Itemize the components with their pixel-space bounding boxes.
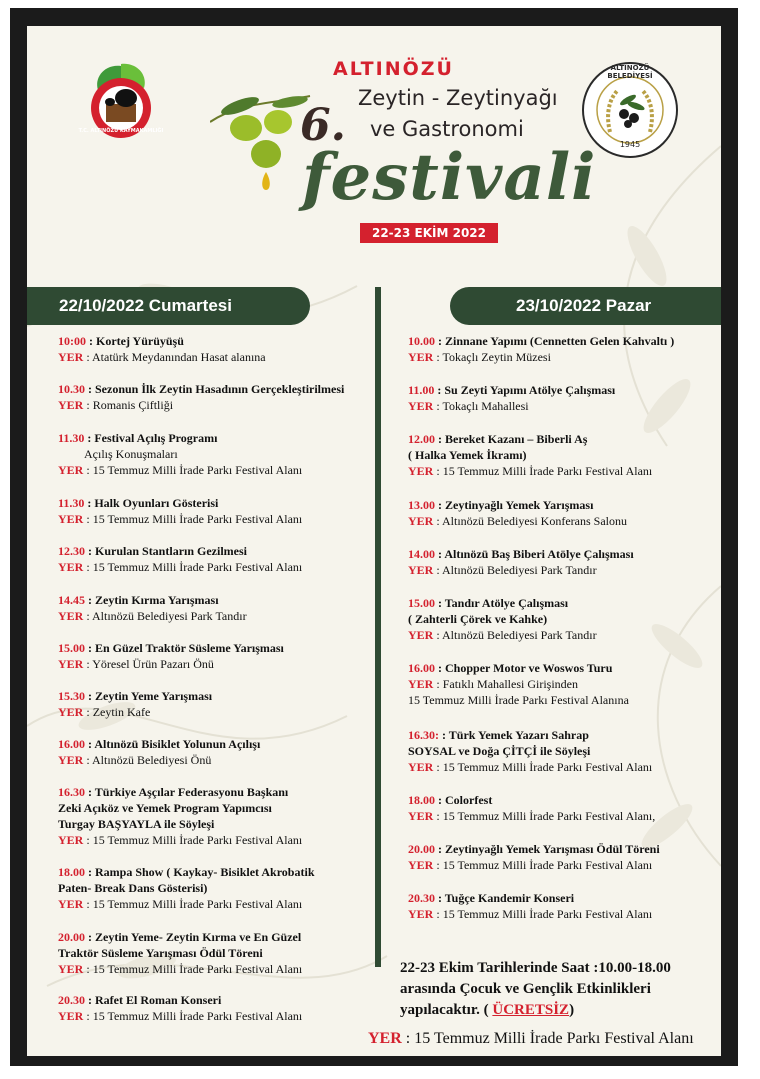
event-time: 14.00: [408, 547, 435, 561]
event-place-prefix: YER: [408, 809, 434, 823]
event-time: 16.00: [408, 661, 435, 675]
event-place: Altınözü Belediyesi Park Tandır: [442, 628, 597, 642]
event-place: 15 Temmuz Milli İrade Parkı Festival Alanı: [442, 858, 653, 872]
event-name-line: SOYSAL ve Doğa ÇİTÇİ ile Söyleşi: [408, 744, 591, 758]
event-name: : Colorfest: [435, 793, 493, 807]
event-time: 18.00: [58, 865, 85, 879]
event-name: : Su Zeyti Yapımı Atölye Çalışması: [434, 383, 616, 397]
event-place-prefix: YER: [58, 833, 84, 847]
schedule-item: 14.45 : Zeytin Kırma Yarışması YER : Altınözü Belediyesi Park Tandır: [58, 593, 247, 623]
event-place-prefix: YER: [58, 463, 84, 477]
schedule-item: 20.30 : Rafet El Roman Konseri YER : 15 Temmuz Milli İrade Parkı Festival Alanı: [58, 993, 303, 1023]
schedule-item: 11.30 : Halk Oyunları Gösterisi YER : 15 Temmuz Milli İrade Parkı Festival Alanı: [58, 496, 303, 526]
event-name: : Altınözü Baş Biberi Atölye Çalışması: [435, 547, 634, 561]
event-place-prefix: YER: [58, 398, 84, 412]
event-name: : Zinnane Yapımı (Cennetten Gelen Kahvaltı ): [435, 334, 675, 348]
event-place: 15 Temmuz Milli İrade Parkı Festival Alanı,: [442, 809, 656, 823]
event-place-prefix: YER: [58, 657, 84, 671]
event-time: 10.00: [408, 334, 435, 348]
event-place-prefix: YER: [408, 563, 434, 577]
note-line-3: [400, 1000, 671, 1021]
event-name: : Tuğçe Kandemir Konseri: [435, 891, 575, 905]
event-place-line-2: 15 Temmuz Milli İrade Parkı Festival Alanına: [408, 693, 629, 707]
schedule-item: 20.00 : Zeytin Yeme- Zeytin Kırma ve En Güzel Traktör Süsleme Yarışması Ödül Töreni YER : 15 Temmuz Milli İrade Parkı Festival Alanı: [58, 930, 303, 976]
event-name: : Zeytin Yeme- Zeytin Kırma ve En Güzel: [85, 930, 302, 944]
event-place: 15 Temmuz Milli İrade Parkı Festival Alanı: [92, 560, 303, 574]
event-place: Altınözü Belediyesi Park Tandır: [442, 563, 597, 577]
column-divider: [375, 287, 381, 967]
event-place: Yöresel Ürün Pazarı Önü: [92, 657, 214, 671]
event-place-prefix: YER: [408, 399, 434, 413]
event-place-prefix: YER: [408, 677, 434, 691]
event-name: : Rafet El Roman Konseri: [85, 993, 222, 1007]
event-name: : Kortej Yürüyüşü: [86, 334, 184, 348]
event-place-prefix: YER: [408, 628, 434, 642]
event-name: : Zeytin Kırma Yarışması: [85, 593, 219, 607]
event-name: : Zeytin Yeme Yarışması: [85, 689, 213, 703]
day1-heading: 22/10/2022 Cumartesi: [27, 287, 310, 325]
event-place-prefix: YER: [58, 350, 84, 364]
event-place: 15 Temmuz Milli İrade Parkı Festival Alanı: [92, 833, 303, 847]
note-line-1: 22-23 Ekim Tarihlerinde Saat :10.00-18.00: [400, 960, 671, 976]
event-place-prefix: YER: [408, 858, 434, 872]
schedule-item: 16.30 : Türkiye Aşçılar Federasyonu Başkanı Zeki Açıköz ve Yemek Program Yapımcısı Turgay BAŞYAYLA ile Söyleşi YER : 15 Temmuz Milli İrade Parkı Festival Alanı: [58, 785, 303, 847]
event-time: 16.00: [58, 737, 85, 751]
event-place-prefix: YER: [58, 705, 84, 719]
event-time: 10.30: [58, 382, 85, 396]
event-name: : Altınözü Bisiklet Yolunun Açılışı: [85, 737, 261, 751]
event-place: Altınözü Belediyesi Konferans Salonu: [442, 514, 627, 528]
event-place: Tokaçlı Zeytin Müzesi: [442, 350, 551, 364]
event-place-prefix: YER: [408, 760, 434, 774]
event-time: 12.30: [58, 544, 85, 558]
children-activities-note: [400, 958, 671, 1021]
schedule-item: 20.00 : Zeytinyağlı Yemek Yarışması Ödül Töreni YER : 15 Temmuz Milli İrade Parkı Festival Alanı: [408, 842, 660, 872]
event-name: : Türkiye Aşçılar Federasyonu Başkanı: [85, 785, 289, 799]
schedule-item: 10.00 : Zinnane Yapımı (Cennetten Gelen Kahvaltı ) YER : Tokaçlı Zeytin Müzesi: [408, 334, 675, 364]
schedule-item: 15.00 : Tandır Atölye Çalışması ( Zahterli Çörek ve Kahke) YER : Altınözü Belediyesi Park Tandır: [408, 596, 597, 642]
schedule-item: 12.00 : Bereket Kazanı – Biberli Aş ( Halka Yemek İkramı) YER : 15 Temmuz Milli İrade Parkı Festival Alanı: [408, 432, 653, 478]
event-time: 18.00: [408, 793, 435, 807]
event-time: 16.30:: [408, 728, 439, 742]
title-line-1: Zeytin - Zeytinyağı: [358, 86, 558, 110]
schedule-item: 18.00 : Colorfest YER : 15 Temmuz Milli İrade Parkı Festival Alanı,: [408, 793, 656, 823]
event-subtitle: Açılış Konuşmaları: [84, 447, 178, 461]
event-time: 20.00: [58, 930, 85, 944]
event-name: : Zeytinyağlı Yemek Yarışması: [435, 498, 594, 512]
event-place: Romanis Çiftliği: [92, 398, 174, 412]
event-place: Fatıklı Mahallesi Girişinden: [442, 677, 579, 691]
event-time: 20.00: [408, 842, 435, 856]
event-name: : Kurulan Stantların Gezilmesi: [85, 544, 248, 558]
schedule-item: 18.00 : Rampa Show ( Kaykay- Bisiklet Akrobatik Paten- Break Dans Gösterisi) YER : 15 Temmuz Milli İrade Parkı Festival Alanı: [58, 865, 315, 911]
title-festival: festivali: [302, 140, 597, 215]
event-time: 11.00: [408, 383, 435, 397]
event-name-line: Paten- Break Dans Gösterisi): [58, 881, 208, 895]
event-place-prefix: YER: [58, 753, 84, 767]
event-name-line: Traktör Süsleme Yarışması Ödül Töreni: [58, 946, 263, 960]
event-place: 15 Temmuz Milli İrade Parkı Festival Alanı: [442, 760, 653, 774]
schedule-item: 16.00 : Chopper Motor ve Woswos Turu YER : Fatıklı Mahallesi Girişinden 15 Temmuz Milli İrade Parkı Festival Alanına: [408, 661, 629, 707]
schedule-item: 16.30: : Türk Yemek Yazarı Sahrap SOYSAL ve Doğa ÇİTÇİ ile Söyleşi YER : 15 Temmuz Milli İrade Parkı Festival Alanı: [408, 728, 653, 774]
event-time: 12.00: [408, 432, 435, 446]
schedule-item: 10.30 : Sezonun İlk Zeytin Hasadının Gerçekleştirilmesi YER : Romanis Çiftliği: [58, 382, 345, 412]
event-time: 15.30: [58, 689, 85, 703]
note-line-2: arasında Çocuk ve Gençlik Etkinlikleri: [400, 981, 651, 997]
event-name: : Bereket Kazanı – Biberli Aş: [435, 432, 588, 446]
event-name-line: Zeki Açıköz ve Yemek Program Yapımcısı: [58, 801, 272, 815]
event-name-line: ( Halka Yemek İkramı): [408, 448, 527, 462]
event-place-prefix: YER: [58, 512, 84, 526]
event-place-prefix: YER: [58, 1009, 84, 1023]
title-line-2: ve Gastronomi: [370, 117, 524, 141]
day2-heading: 23/10/2022 Pazar: [450, 287, 721, 325]
event-time: 13.00: [408, 498, 435, 512]
footer-place: 15 Temmuz Milli İrade Parkı Festival Alanı: [414, 1030, 694, 1047]
event-place: 15 Temmuz Milli İrade Parkı Festival Alanı: [92, 1009, 303, 1023]
event-name: : Rampa Show ( Kaykay- Bisiklet Akrobatik: [85, 865, 315, 879]
event-time: 20.30: [58, 993, 85, 1007]
title-town: ALTINÖZÜ: [333, 58, 454, 80]
event-place-prefix: YER: [58, 962, 84, 976]
event-place-prefix: YER: [408, 514, 434, 528]
event-time: 15.00: [408, 596, 435, 610]
schedule-item: 12.30 : Kurulan Stantların Gezilmesi YER : 15 Temmuz Milli İrade Parkı Festival Alanı: [58, 544, 303, 574]
event-place-prefix: YER: [408, 464, 434, 478]
event-time: 16.30: [58, 785, 85, 799]
event-place: 15 Temmuz Milli İrade Parkı Festival Alanı: [92, 897, 303, 911]
footer-location: YER : 15 Temmuz Milli İrade Parkı Festival Alanı: [368, 1030, 694, 1047]
kaymakamlik-logo-text: T.C. ALTINÖZÜ KAYMAKAMLIĞI: [78, 128, 164, 134]
schedule-item: 14.00 : Altınözü Baş Biberi Atölye Çalışması YER : Altınözü Belediyesi Park Tandır: [408, 547, 634, 577]
note-line-3-text: yapılacaktır. (: [400, 1002, 489, 1018]
schedule-item: 10:00 : Kortej Yürüyüşü YER : Atatürk Meydanından Hasat alanına: [58, 334, 266, 364]
event-name: : Festival Açılış Programı: [84, 431, 218, 445]
event-name: : Sezonun İlk Zeytin Hasadının Gerçekleştirilmesi: [85, 382, 345, 396]
schedule-item: 15.00 : En Güzel Traktör Süsleme Yarışması YER : Yöresel Ürün Pazarı Önü: [58, 641, 284, 671]
event-place: 15 Temmuz Milli İrade Parkı Festival Alanı: [92, 512, 303, 526]
belediye-logo-text: ALTINÖZÜ BELEDİYESİ: [607, 64, 653, 80]
schedule-item: 20.30 : Tuğçe Kandemir Konseri YER : 15 Temmuz Milli İrade Parkı Festival Alanı: [408, 891, 653, 921]
event-place: Atatürk Meydanından Hasat alanına: [92, 350, 266, 364]
event-place-prefix: YER: [58, 560, 84, 574]
event-place: Zeytin Kafe: [92, 705, 151, 719]
schedule-item: 11.00 : Su Zeyti Yapımı Atölye Çalışması YER : Tokaçlı Mahallesi: [408, 383, 616, 413]
event-time: 11.30: [58, 431, 85, 445]
event-place-prefix: YER: [408, 350, 434, 364]
event-name: : En Güzel Traktör Süsleme Yarışması: [85, 641, 284, 655]
event-place: 15 Temmuz Milli İrade Parkı Festival Alanı: [92, 463, 303, 477]
event-place: Altınözü Belediyesi Park Tandır: [92, 609, 247, 623]
date-ribbon: 22-23 EKİM 2022: [360, 223, 498, 243]
event-place: 15 Temmuz Milli İrade Parkı Festival Alanı: [442, 464, 653, 478]
event-place-prefix: YER: [408, 907, 434, 921]
event-time: 15.00: [58, 641, 85, 655]
event-name: : Halk Oyunları Gösterisi: [84, 496, 219, 510]
event-name: : Zeytinyağlı Yemek Yarışması Ödül Töreni: [435, 842, 660, 856]
event-name: : Tandır Atölye Çalışması: [435, 596, 569, 610]
footer-prefix: YER: [368, 1030, 402, 1047]
event-name-line: Turgay BAŞYAYLA ile Söyleşi: [58, 817, 215, 831]
schedule-item: 15.30 : Zeytin Yeme Yarışması YER : Zeytin Kafe: [58, 689, 213, 719]
event-place: Altınözü Belediyesi Önü: [92, 753, 212, 767]
schedule-item: 11.30 : Festival Açılış Programı Açılış Konuşmaları YER : 15 Temmuz Milli İrade Parkı Festival Alanı: [58, 431, 303, 477]
event-place-prefix: YER: [58, 609, 84, 623]
free-label: ÜCRETSİZ: [492, 1002, 570, 1018]
schedule-item: 16.00 : Altınözü Bisiklet Yolunun Açılışı YER : Altınözü Belediyesi Önü: [58, 737, 261, 767]
event-time: 10:00: [58, 334, 86, 348]
note-close: ): [569, 1002, 575, 1018]
event-place-prefix: YER: [58, 897, 84, 911]
event-place: 15 Temmuz Milli İrade Parkı Festival Alanı: [442, 907, 653, 921]
event-time: 14.45: [58, 593, 85, 607]
event-name: : Türk Yemek Yazarı Sahrap: [439, 728, 589, 742]
belediye-logo-year: 1945: [619, 140, 641, 149]
event-name: : Chopper Motor ve Woswos Turu: [435, 661, 613, 675]
title-edition: 6.: [300, 100, 346, 151]
schedule-item: 13.00 : Zeytinyağlı Yemek Yarışması YER : Altınözü Belediyesi Konferans Salonu: [408, 498, 627, 528]
event-time: 11.30: [58, 496, 85, 510]
event-name-line: ( Zahterli Çörek ve Kahke): [408, 612, 548, 626]
event-place: 15 Temmuz Milli İrade Parkı Festival Alanı: [92, 962, 303, 976]
event-place: Tokaçlı Mahallesi: [442, 399, 529, 413]
event-time: 20.30: [408, 891, 435, 905]
